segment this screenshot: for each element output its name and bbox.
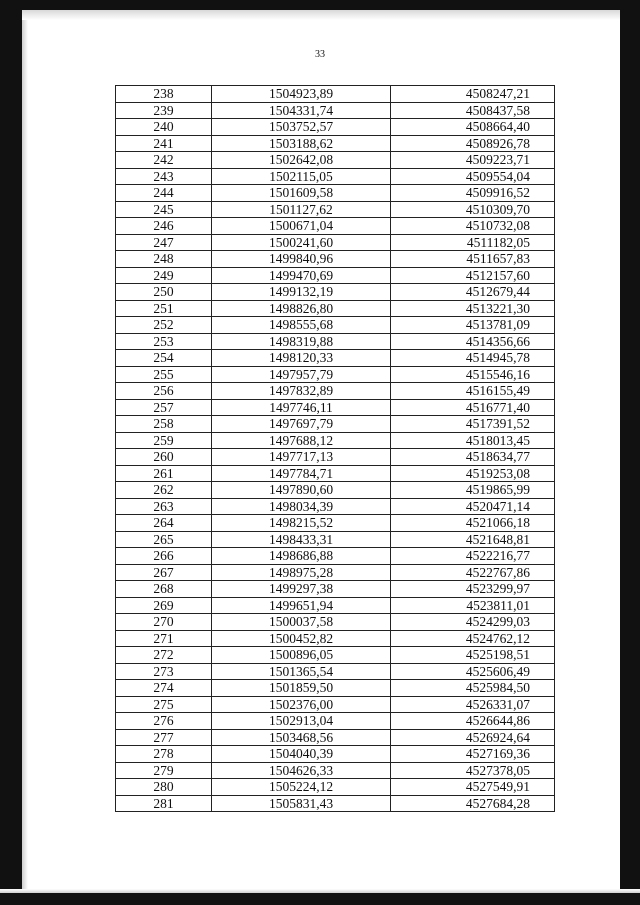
y-coordinate-cell: 4522767,86 [391,564,555,581]
table-row [116,333,555,350]
x-coordinate-cell: 1502642,08 [212,152,391,169]
y-coordinate-cell: 4518013,45 [391,432,555,449]
coordinates-table [115,85,555,812]
point-number-cell: 263 [116,498,212,515]
point-number-cell: 279 [116,762,212,779]
y-coordinate-cell: 4508664,40 [391,119,555,136]
x-coordinate-cell: 1503188,62 [212,135,391,152]
point-number-cell: 276 [116,713,212,730]
scan-border-bottom [0,893,640,905]
x-coordinate-cell: 1503752,57 [212,119,391,136]
x-coordinate-cell: 1499132,19 [212,284,391,301]
y-coordinate-cell: 4525606,49 [391,663,555,680]
x-coordinate-cell: 1498975,28 [212,564,391,581]
y-coordinate-cell: 4526644,86 [391,713,555,730]
x-coordinate-cell: 1501609,58 [212,185,391,202]
point-number-cell: 238 [116,86,212,103]
x-coordinate-cell: 1505224,12 [212,779,391,796]
x-coordinate-cell: 1498826,80 [212,300,391,317]
x-coordinate-cell: 1504331,74 [212,102,391,119]
x-coordinate-cell: 1501859,50 [212,680,391,697]
scan-border-left [0,0,22,905]
point-number-cell: 259 [116,432,212,449]
table-row [116,746,555,763]
x-coordinate-cell: 1497746,11 [212,399,391,416]
point-number-cell: 240 [116,119,212,136]
x-coordinate-cell: 1500896,05 [212,647,391,664]
table-row [116,399,555,416]
table-row [116,234,555,251]
table-row [116,630,555,647]
y-coordinate-cell: 4509916,52 [391,185,555,202]
point-number-cell: 260 [116,449,212,466]
point-number-cell: 249 [116,267,212,284]
scan-shadow-left [22,20,28,905]
point-number-cell: 250 [116,284,212,301]
table-row [116,366,555,383]
x-coordinate-cell: 1497717,13 [212,449,391,466]
table-row [116,696,555,713]
point-number-cell: 246 [116,218,212,235]
x-coordinate-cell: 1502376,00 [212,696,391,713]
y-coordinate-cell: 4519253,08 [391,465,555,482]
point-number-cell: 262 [116,482,212,499]
point-number-cell: 239 [116,102,212,119]
point-number-cell: 243 [116,168,212,185]
y-coordinate-cell: 4509223,71 [391,152,555,169]
y-coordinate-cell: 4512679,44 [391,284,555,301]
table-row [116,713,555,730]
table-row [116,218,555,235]
y-coordinate-cell: 4514945,78 [391,350,555,367]
x-coordinate-cell: 1501365,54 [212,663,391,680]
point-number-cell: 245 [116,201,212,218]
coordinates-table-body [116,86,555,812]
x-coordinate-cell: 1500037,58 [212,614,391,631]
y-coordinate-cell: 4509554,04 [391,168,555,185]
table-row [116,614,555,631]
y-coordinate-cell: 4515546,16 [391,366,555,383]
y-coordinate-cell: 4511657,83 [391,251,555,268]
table-row [116,581,555,598]
page-number: 33 [315,49,325,60]
point-number-cell: 251 [116,300,212,317]
point-number-cell: 257 [116,399,212,416]
y-coordinate-cell: 4513781,09 [391,317,555,334]
table-row [116,168,555,185]
table-row [116,680,555,697]
table-row [116,779,555,796]
point-number-cell: 271 [116,630,212,647]
y-coordinate-cell: 4523299,97 [391,581,555,598]
x-coordinate-cell: 1504626,33 [212,762,391,779]
y-coordinate-cell: 4527169,36 [391,746,555,763]
x-coordinate-cell: 1498686,88 [212,548,391,565]
table-row [116,267,555,284]
scan-border-top [0,0,640,10]
point-number-cell: 252 [116,317,212,334]
x-coordinate-cell: 1497688,12 [212,432,391,449]
y-coordinate-cell: 4514356,66 [391,333,555,350]
table-row [116,201,555,218]
x-coordinate-cell: 1504040,39 [212,746,391,763]
table-row [116,251,555,268]
table-row [116,185,555,202]
table-row [116,350,555,367]
table-row [116,449,555,466]
point-number-cell: 247 [116,234,212,251]
y-coordinate-cell: 4508437,58 [391,102,555,119]
x-coordinate-cell: 1503468,56 [212,729,391,746]
point-number-cell: 253 [116,333,212,350]
y-coordinate-cell: 4519865,99 [391,482,555,499]
y-coordinate-cell: 4508926,78 [391,135,555,152]
point-number-cell: 256 [116,383,212,400]
y-coordinate-cell: 4526331,07 [391,696,555,713]
y-coordinate-cell: 4516771,40 [391,399,555,416]
point-number-cell: 268 [116,581,212,598]
y-coordinate-cell: 4520471,14 [391,498,555,515]
table-row [116,119,555,136]
point-number-cell: 274 [116,680,212,697]
table-row [116,416,555,433]
y-coordinate-cell: 4510732,08 [391,218,555,235]
x-coordinate-cell: 1498433,31 [212,531,391,548]
point-number-cell: 267 [116,564,212,581]
y-coordinate-cell: 4517391,52 [391,416,555,433]
x-coordinate-cell: 1499470,69 [212,267,391,284]
table-row [116,564,555,581]
x-coordinate-cell: 1497832,89 [212,383,391,400]
point-number-cell: 258 [116,416,212,433]
table-row [116,531,555,548]
y-coordinate-cell: 4511182,05 [391,234,555,251]
y-coordinate-cell: 4521066,18 [391,515,555,532]
y-coordinate-cell: 4508247,21 [391,86,555,103]
x-coordinate-cell: 1499651,94 [212,597,391,614]
y-coordinate-cell: 4526924,64 [391,729,555,746]
point-number-cell: 269 [116,597,212,614]
y-coordinate-cell: 4523811,01 [391,597,555,614]
x-coordinate-cell: 1497697,79 [212,416,391,433]
x-coordinate-cell: 1498034,39 [212,498,391,515]
scan-border-right [620,0,640,905]
point-number-cell: 244 [116,185,212,202]
x-coordinate-cell: 1500452,82 [212,630,391,647]
x-coordinate-cell: 1498555,68 [212,317,391,334]
point-number-cell: 241 [116,135,212,152]
table-row [116,515,555,532]
y-coordinate-cell: 4516155,49 [391,383,555,400]
table-row [116,383,555,400]
y-coordinate-cell: 4513221,30 [391,300,555,317]
y-coordinate-cell: 4524762,12 [391,630,555,647]
table-row [116,498,555,515]
table-row [116,597,555,614]
point-number-cell: 270 [116,614,212,631]
table-row [116,482,555,499]
x-coordinate-cell: 1499297,38 [212,581,391,598]
x-coordinate-cell: 1502913,04 [212,713,391,730]
table-row [116,432,555,449]
y-coordinate-cell: 4527378,05 [391,762,555,779]
point-number-cell: 242 [116,152,212,169]
point-number-cell: 261 [116,465,212,482]
table-row [116,647,555,664]
y-coordinate-cell: 4522216,77 [391,548,555,565]
x-coordinate-cell: 1500671,04 [212,218,391,235]
x-coordinate-cell: 1498319,88 [212,333,391,350]
table-row [116,548,555,565]
y-coordinate-cell: 4521648,81 [391,531,555,548]
table-row [116,102,555,119]
x-coordinate-cell: 1497957,79 [212,366,391,383]
table-row [116,284,555,301]
scan-shadow-top [0,10,640,20]
point-number-cell: 265 [116,531,212,548]
point-number-cell: 266 [116,548,212,565]
x-coordinate-cell: 1500241,60 [212,234,391,251]
point-number-cell: 272 [116,647,212,664]
x-coordinate-cell: 1497890,60 [212,482,391,499]
point-number-cell: 277 [116,729,212,746]
point-number-cell: 254 [116,350,212,367]
point-number-cell: 275 [116,696,212,713]
y-coordinate-cell: 4525198,51 [391,647,555,664]
x-coordinate-cell: 1498215,52 [212,515,391,532]
y-coordinate-cell: 4518634,77 [391,449,555,466]
y-coordinate-cell: 4510309,70 [391,201,555,218]
x-coordinate-cell: 1498120,33 [212,350,391,367]
table-row [116,152,555,169]
point-number-cell: 264 [116,515,212,532]
scan-shadow-bottom [0,889,640,893]
y-coordinate-cell: 4527549,91 [391,779,555,796]
point-number-cell: 273 [116,663,212,680]
point-number-cell: 248 [116,251,212,268]
table-row [116,317,555,334]
point-number-cell: 255 [116,366,212,383]
y-coordinate-cell: 4527684,28 [391,795,555,812]
table-row [116,300,555,317]
y-coordinate-cell: 4525984,50 [391,680,555,697]
table-row [116,762,555,779]
table-row [116,795,555,812]
x-coordinate-cell: 1504923,89 [212,86,391,103]
point-number-cell: 281 [116,795,212,812]
x-coordinate-cell: 1501127,62 [212,201,391,218]
table-row [116,86,555,103]
x-coordinate-cell: 1502115,05 [212,168,391,185]
table-row [116,729,555,746]
x-coordinate-cell: 1499840,96 [212,251,391,268]
table-row [116,135,555,152]
x-coordinate-cell: 1497784,71 [212,465,391,482]
point-number-cell: 278 [116,746,212,763]
table-row [116,663,555,680]
x-coordinate-cell: 1505831,43 [212,795,391,812]
y-coordinate-cell: 4524299,03 [391,614,555,631]
table-row [116,465,555,482]
point-number-cell: 280 [116,779,212,796]
y-coordinate-cell: 4512157,60 [391,267,555,284]
